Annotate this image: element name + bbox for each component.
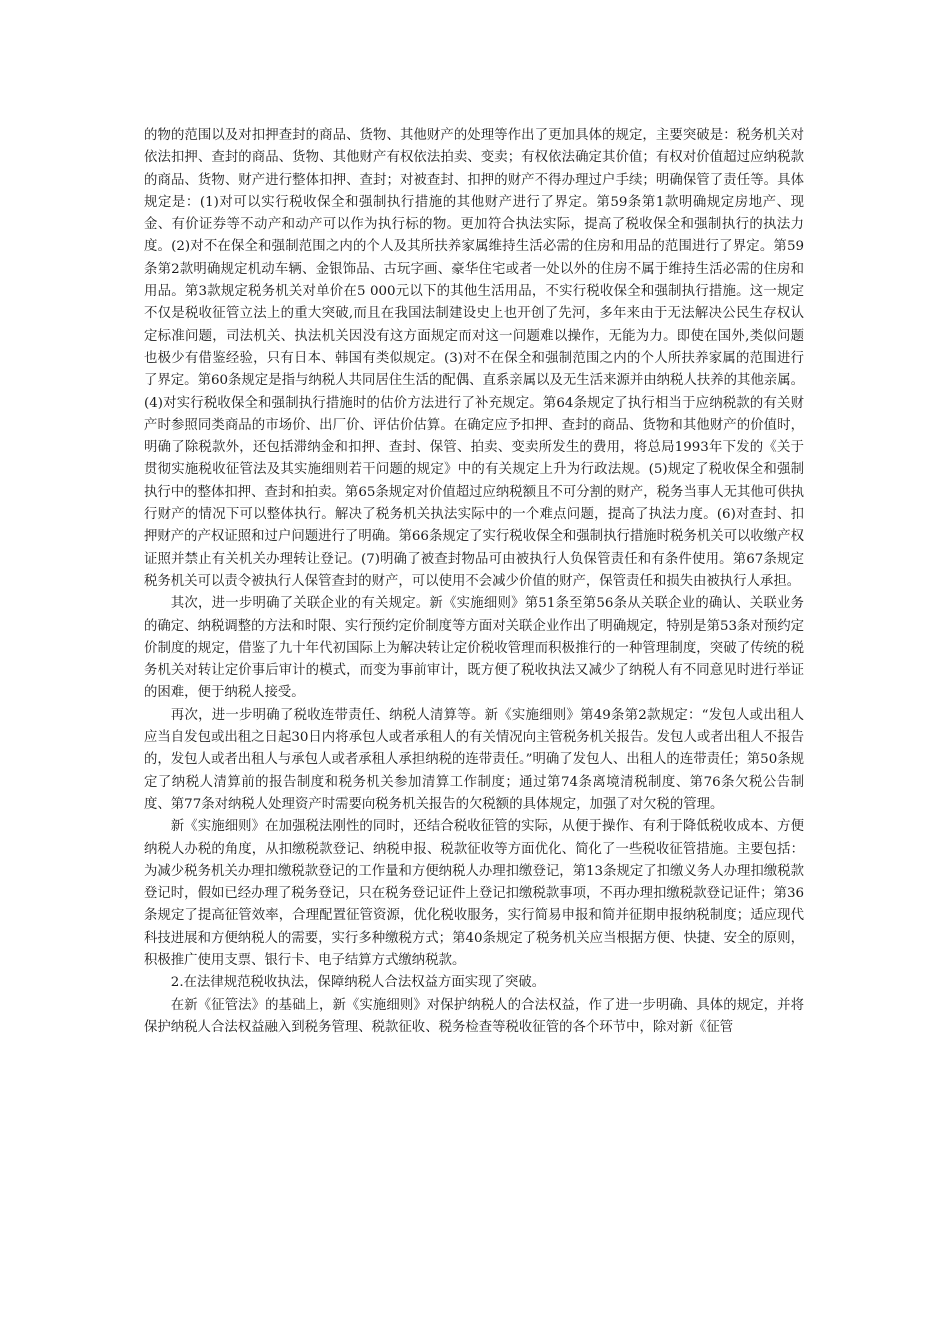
- paragraph-simplified-measures: 新《实施细则》在加强税法刚性的同时，还结合税收征管的实际，从便于操作、有利于降低税收成本、方便纳税人办税的角度，从扣缴税款登记、纳税申报、税款征收等方面优化、简化了一些税收征管措施。主要包括：为减少税务机关办理扣缴税款登记的工作量和方便纳税人办理扣缴登记，第13条规定了扣缴义务人办理扣缴税款登记时，假如已经办理了税务登记，只在税务登记证件上登记扣缴税款事项，不再办理扣缴税款登记证件；第36条规定了提高征管效率，合理配置征管资源，优化税收服务，实行简易申报和简并征期申报纳税制度；适应现代科技进展和方便纳税人的需要，实行多种缴税方式；第40条规定了税务机关应当根据方便、快捷、安全的原则，积极推广使用支票、银行卡、电子结算方式缴纳税款。: [144, 819, 804, 968]
- section-heading-2: 2.在法律规范税收执法，保障纳税人合法权益方面实现了突破。: [170, 975, 546, 991]
- paragraph-property-enforcement: 的物的范围以及对扣押查封的商品、货物、其他财产的处理等作出了更加具体的规定，主要突破是：税务机关对依法扣押、查封的商品、货物、其他财产有权依法拍卖、变卖；有权依法确定其价值；有权对价值超过应纳税款的商品、货物、财产进行整体扣押、查封；对被查封、扣押的财产不得办理过户手续；明确保管了责任等。具体规定是：(1)对可以实行税收保全和强制执行措施的其他财产进行了界定。第59条第1款明确规定房地产、现金、有价证券等不动产和动产可以作为执行标的物。更加符合执法实际，提高了税收保全和强制执行的执法力度。(2)对不在保全和强制范围之内的个人及其所扶养家属维持生活必需的住房和用品的范围进行了界定。第59条第2款明确规定机动车辆、金银饰品、古玩字画、豪华住宅或者一处以外的住房不属于维持生活必需的住房和用品。第3款规定税务机关对单价在5 000元以下的其他生活用品，不实行税收保全和强制执行措施。这一规定不仅是税收征管立法上的重大突破,而且在我国法制建设史上也开创了先河，多年来由于无法解决公民生存权认定标准问题，司法机关、执法机关因没有这方面规定而对这一问题难以操作，无能为力。即使在国外,类似问题也极少有借鉴经验，只有日本、韩国有类似规定。(3)对不在保全和强制范围之内的个人所扶养家属的范围进行了界定。第60条规定是指与纳税人共同居住生活的配偶、直系亲属以及无生活来源并由纳税人扶养的其他亲属。(4)对实行税收保全和强制执行措施时的估价方法进行了补充规定。第64条规定了执行相当于应纳税款的有关财产时参照同类商品的市场价、出厂价、评估价估算。在确定应予扣押、查封的商品、货物和其他财产的价值时，明确了除税款外，还包括滞纳金和扣押、查封、保管、拍卖、变卖所发生的费用，将总局1993年下发的《关于贯彻实施税收征管法及其实施细则若干问题的规定》中的有关规定上升为行政法规。(5)规定了税收保全和强制执行中的整体扣押、查封和拍卖。第65条规定对价值超过应纳税额且不可分割的财产，税务当事人无其他可供执行财产的情况下可以整体执行。解决了税务机关执法实际中的一个难点问题，提高了执法力度。(6)对查封、扣押财产的产权证照和过户问题进行了明确。第66条规定了实行税收保全和强制执行措施时税务机关可以收缴产权证照并禁止有关机关办理转让登记。(7)明确了被查封物品可由被执行人负保管责任和有条件使用。第67条规定税务机关可以责令被执行人保管查封的财产，可以使用不会减少价值的财产，保管责任和损失由被执行人承担。: [144, 128, 804, 589]
- paragraph-joint-liability: 再次，进一步明确了税收连带责任、纳税人清算等。新《实施细则》第49条第2款规定：“发包人或出租人应当自发包或出租之日起30日内将承包人或者承租人的有关情况向主管税务机关报告。发包人或者出租人不报告的，发包人或者出租人与承包人或者承租人承担纳税的连带责任。”明确了发包人、出租人的连带责任；第50条规定了纳税人清算前的报告制度和税务机关参加清算工作制度；通过第74条离境清税制度、第76条欠税公告制度、第77条对纳税人处理资产时需要向税务机关报告的欠税额的具体规定，加强了对欠税的管理。: [144, 707, 804, 812]
- paragraph-taxpayer-rights: 在新《征管法》的基础上，新《实施细则》对保护纳税人的合法权益，作了进一步明确、具体的规定，并将保护纳税人合法权益融入到税务管理、税款征收、税务检查等税收征管的各个环节中，除对新《征管: [144, 997, 804, 1035]
- document-body: [144, 125, 804, 1039]
- paragraph-related-enterprises: 其次，进一步明确了关联企业的有关规定。新《实施细则》第51条至第56条从关联企业的确认、关联业务的确定、纳税调整的方法和时限、实行预约定价制度等方面对关联企业作出了明确规定，特别是第53条对预约定价制度的规定，借鉴了九十年代初国际上为解决转让定价税收管理而积极推行的一种管理制度，突破了传统的税务机关对转让定价事后审计的模式，而变为事前审计，既方便了税收执法又减少了纳税人有不同意见时进行举证的困难，便于纳税人接受。: [144, 596, 804, 701]
